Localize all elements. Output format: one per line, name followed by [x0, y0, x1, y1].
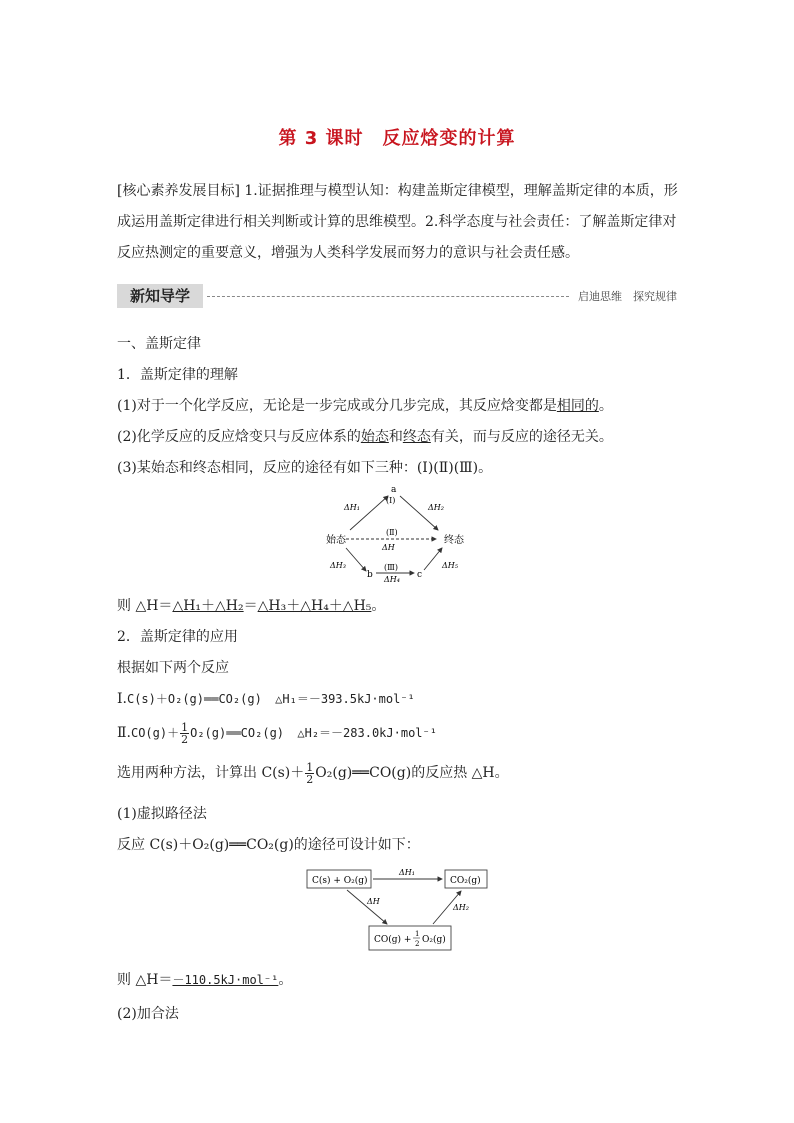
dh3-label: ΔH₃: [330, 561, 346, 570]
text: 则 △H＝: [117, 972, 173, 988]
dh1-label: ΔH₁: [399, 868, 415, 877]
fraction: [305, 762, 314, 785]
banner-subtitle: 启迪思维 探究规律: [578, 290, 677, 303]
text: O₂(g)══CO(g)的反应热 △H。: [315, 765, 509, 781]
paragraph-3: (3)某始态和终态相同，反应的途径有如下三种：(Ⅰ)(Ⅱ)(Ⅲ)。: [117, 460, 493, 476]
method-2-heading: (2)加合法: [117, 1006, 179, 1022]
goals-label: [核心素养发展目标]: [117, 183, 240, 199]
method-1-heading: (1)虚拟路径法: [117, 806, 207, 822]
banner-divider: [207, 296, 569, 297]
route-2-label: (Ⅱ): [386, 528, 398, 537]
paragraph-5: [117, 758, 509, 788]
arrow-c-to-end: [424, 548, 442, 570]
fraction-denominator: 2: [415, 940, 420, 948]
intermediate-label: [374, 934, 411, 945]
route-3-label: (Ⅲ): [384, 563, 398, 572]
text: 。: [371, 598, 386, 614]
text: CO(g) +: [374, 935, 412, 945]
paragraph-1: [117, 396, 613, 416]
dh1-label: ΔH₁: [344, 503, 360, 512]
reaction-number: Ⅱ.: [117, 725, 131, 741]
underlined-answer: △H₃＋△H₄＋△H₅: [257, 598, 372, 614]
reaction-2: [117, 718, 437, 748]
reaction-1: [117, 689, 415, 709]
enthalpy-value: △H₁＝－393.5kJ·mol⁻¹: [275, 692, 415, 706]
denominator: 2: [181, 732, 189, 746]
subheading-application: 2．盖斯定律的应用: [117, 629, 238, 645]
section-heading: 一、盖斯定律: [117, 336, 201, 352]
text: ＝: [243, 598, 258, 614]
text: (1)对于一个化学反应，无论是一步完成或分几步完成，其反应焓变都是: [117, 398, 557, 414]
intermediate-b-label: b: [367, 570, 373, 580]
text: 选用两种方法，计算出 C(s)＋: [117, 765, 305, 781]
intermediate-o2-label: O₂(g): [422, 935, 446, 945]
result-line: [117, 970, 292, 990]
text: 。: [278, 972, 293, 988]
start-state-label: 始态: [326, 535, 346, 546]
page-title: 第 3 课时 反应焓变的计算: [278, 128, 516, 149]
text: 则 △H＝: [117, 598, 173, 614]
fraction: [180, 722, 189, 745]
equation: O₂(g)══CO₂(g): [190, 726, 285, 740]
equation: CO(g)＋: [130, 726, 180, 740]
paragraph-2: [117, 427, 613, 447]
text: 。: [598, 398, 613, 414]
dh2-label: ΔH₂: [453, 903, 469, 912]
product-label: CO₂(g): [450, 876, 481, 886]
enthalpy-relation: [117, 596, 385, 616]
text: (2)化学反应的反应焓变只与反应体系的: [117, 429, 361, 445]
route-1-label: (Ⅰ): [386, 496, 396, 505]
dh4-label: ΔH₄: [384, 575, 400, 584]
underlined-answer: －110.5kJ·mol⁻¹: [172, 973, 279, 987]
paragraph-4: 根据如下两个反应: [117, 660, 229, 676]
virtual-path-diagram: [303, 864, 493, 956]
text: 和: [388, 429, 403, 445]
goals-text: 1.证据推理与模型认知：构建盖斯定律模型，理解盖斯定律的本质，形成运用盖斯定律进行相关判断或计算的思维模型。2.科学态度与社会责任：了解盖斯定律对反应热测定的重要意义，增强为人类科学发展而努力的意识与社会责任感。: [117, 183, 678, 261]
arrow-start-to-a: [350, 496, 388, 530]
underlined-answer: 终态: [402, 429, 431, 445]
text: 有关，而与反应的途径无关。: [430, 429, 613, 445]
underlined-answer: 始态: [360, 429, 389, 445]
numerator: 1: [306, 760, 314, 774]
dh-label: ΔH: [367, 897, 380, 906]
fraction-numerator: 1: [415, 930, 420, 938]
subheading-understanding: 1．盖斯定律的理解: [117, 367, 238, 383]
enthalpy-value: △H₂＝－283.0kJ·mol⁻¹: [297, 726, 437, 740]
dh2-label: ΔH₂: [428, 503, 444, 512]
learning-goals: [117, 176, 687, 269]
end-state-label: 终态: [444, 535, 464, 546]
intermediate-c-label: c: [417, 570, 423, 580]
dh-label: ΔH: [382, 543, 395, 552]
banner-title: 新知导学: [117, 284, 203, 308]
denominator: 2: [306, 772, 314, 786]
underlined-answer: △H₁＋△H₂: [172, 598, 244, 614]
paragraph-6: 反应 C(s)＋O₂(g)══CO₂(g)的途径可设计如下：: [117, 837, 420, 853]
reaction-number: Ⅰ.: [117, 691, 127, 707]
equation: C(s)＋O₂(g)══CO₂(g): [126, 692, 262, 706]
section-banner: [117, 284, 677, 308]
reactants-label: C(s) + O₂(g): [312, 876, 368, 886]
arrow-start-to-b: [346, 548, 366, 571]
hess-path-diagram: [318, 484, 478, 584]
numerator: 1: [181, 720, 189, 734]
arrow-a-to-end: [400, 496, 438, 530]
dh5-label: ΔH₅: [442, 561, 458, 570]
underlined-answer: 相同的: [556, 398, 599, 414]
arrow-dh: [347, 890, 387, 924]
intermediate-a-label: a: [391, 485, 397, 495]
